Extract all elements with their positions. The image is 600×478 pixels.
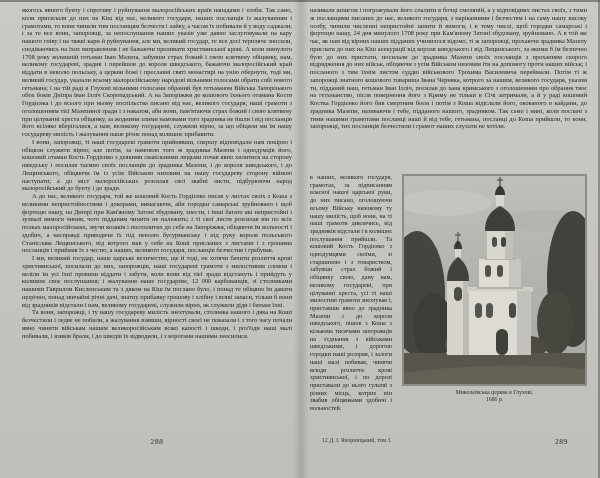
photo-caption-line2: 1686 р.	[485, 397, 504, 403]
body-text-paragraph: І ми, великий государ, наше царське величество, ще й тоді, не хотячи бачити розлиття крові християнської, посилали до них, запорожців, наші государеві грамоти з милостивим словом і веліли їм усі їхні провини віддати і забути, коли вони від тієї зради відстануть і прийдуть у колишнє своє послушання; і жалування наше государеве, 12 000 карбованців, зі столниками нашими Гаврилом Кисленським та з дяком на Кіш їм послано було, і понад те обіцяно їм давати щорічно, понад звичайні річні дачі, знатну прибавку грошову і хлібну і всякі запаси, тільки б вони від зрадників відстали і нам, великому государеві, служили вірно, як служили діди і батьки їхні.	[22, 255, 292, 309]
right-page-top-text-block	[310, 7, 587, 171]
right-page-lower-region	[310, 172, 587, 434]
church-photo-illustration	[402, 174, 587, 386]
body-text-paragraph: А до нас, великого государя, той же кошовий Кость Гордієнко писав у листах своїх з Коша з великими непристойностями і докорами, вимагаючи, аби городки самарські зруйновано і щоб фортецю нашу, на Дніпрі при Кам'яному Затоні збудовану, знести, і інші багато які непристойні і зухвалі вимоги чинив, чого підданим чинити не належить; і ті свої листи розсилав він по всіх полках малоросійських, звучи козаків і посполитих до себе на Запоріжжя, обіцяючи їм вольності і здобич, а насправді приводячи їх під неволю бусурманську і під руку короля польського Станіслава Лещинського, від котрого мав у себе на Коші присланих з листами і з грошима посланців і приймав їх з честю, а наших, великого государя, посланців безчестив і грабував.	[22, 193, 292, 255]
body-text-paragraph: якогось явного бунту і спротиву і руйнування малоросійських країв нападами і злоби. Так само, коли присилали до них на Кіш від нас, великого государя, наших посланців із жалуванням і грамотами, то вони чинили тим посланцям безчестя і лайку, а часом їх побивали й у воду саджали; і за те все вони, запорожці, за непослушання наших указів уже давно заслуговували на кару нашого гніву і на тяжкі кари й руйнування, але ми, великий государ, те все досі терпляче зносили, сподіваючись на їхнє виправлення і не бажаючи проливати християнської крові. А коли минулого 1708 року колишній гетьман Іван Мазепа, забувши страх божий і свою клятвену обіцянку, нам, великому государеві, зрадив і перейшов до короля шведського, бажаючи малоросійський край віддати в неволю польську, а церкви божі і преславні святі монастирі на унію обернути, тоді ми, великий государ, указали всьому малоросійському народові вільними голосами обрати собі нового гетьмана; і на тій раді в Глухові вільними голосами обраний був гетьманом Війська Запорізького обох боків Дніпра Іван Ілліч Скоропадський. А на Запоріжжя до кошового їхнього отамана Костя Гордієнка і до всього при ньому поспільства писано від нас, великого государя, наші грамоти з оголошенням тієї Мазепиної зради і з наказом, аби вони, пам'ятаючи страх божий і свою клятвену при цілуванні хреста обіцянку, за жодними злими намовами того зрадника не йшли і від посланців його всіляко вберігалися, а нам, великому государеві, служили вірно, за що обіцяли ми їм нашу государеву милість і жалування наше річне понад колишнє прибавити.	[22, 7, 292, 138]
gutter-shadow	[293, 0, 309, 478]
photo-caption-line1: Миколаївська церква в Глухові.	[455, 390, 534, 396]
left-page-text-block	[22, 7, 292, 431]
page-number-right: 289	[554, 437, 568, 446]
photo-ground	[403, 353, 586, 385]
body-text-paragraph: називали шпигом і погрожували його спалити в бочці смоляній, а у відповідних листах своїх, з тими ж посланцями писаних до нас, великого государя, з наріканнями і безчестям і на саму нашу високу особу, чинили численні непристойні запити й вимоги, і в тому числі, щоб городки самарські і фортецю нашу, 24 дня минулого 1708 року при Кам'яному Затоні збудовану, зруйновано. А в той же час, як нам від вірних наших підданих учинилося відомо, ті ж запорожці, прохаючи зрадника Мазепу прислати до них на Кіш асекурації від короля шведського і від Лещинського, за якими б їм безпечно було до них пристати, посилали до зрадника Мазепи своїх посланців з проханням скорого відрядження до них військ, обіцяючи з усім Військом низовим іти на допомогу проти наших військ; і посланого з тим їхнім листом суддю військового Трохима Василевича переймали. Потім ті ж запорожці знатного кошового товариша Івана Черняка, котрого за нашим, великого государя, указом ти, підданий наш, гетьман Іван Ілліч, посилав до хана кримського з оголошенням про обрання твоє на гетьманство, після повернення його з Криму не тільки в Січі затримали, а й у раді кошовий Костка Гордієнко його бив смертним боєм і потім з Коша відіслали його, окованого в кайдани, до зрадника Мазепи, називаючи і тебе, підданого нашого, зрадником. Так само і нині, коли послані з тими нашими грамотами посланці наші й від тебе, гетьмана, посланці до Коша прийшли, то вони, запорожці, тих посланців безчестили і грамот наших слухати не хотіли.	[310, 7, 587, 131]
photo-caption	[402, 390, 587, 404]
church-photo	[402, 174, 587, 404]
body-text-paragraph: Та вони, запорожці, і ту нашу государеву милість знехтували, столника нашого і дяка на Коші безчестили і ледве не побили, а жалування взявши, вірності своєї не показали і з того часу почали явно чинити військам нашим великоросійським всякі капості і шкоди, і роз'їзди наші малі побивали, і язиків брали, і до шведів їх відводили, і з ворогами нашими зносилися.	[22, 309, 292, 340]
signature-line: 12 Д. І. Яворницький, том 3	[322, 438, 391, 444]
right-page-text-column	[310, 174, 392, 426]
page-number-left: 288	[150, 437, 164, 446]
body-text-paragraph: в наших, великого государя, грамотах, за підписанням власної нашої царської руки, до них писано, оголошуючи всьому Війську низовому ту нашу милість, щоб вони, на ті наші грамоти дивлячись, від зрадників відстали і в колишнє послушання прийшли. Та кошовий Кость Гордієнко з однодумцями своїми, зі старшиною і з товариством, забувши страх божий і обіцянку свою, дану нам, великому государеві, при цілуванні хреста, усі ті наші милостиві грамоти знехтував і, приставши явно до зрадника Мазепи і до короля шведського, пішов з Коша з кількома тисячами запорожців на з'єднання з військами шведськими, і дорогою городки наші розоряв, і залоги наші малі побивав, чинячи всюди розлиття крові християнської, і по дорозі приставали до нього гультяї з різних місць, котрих він звабив обіцянками здобичі і вольностей.	[310, 174, 392, 413]
body-text-paragraph: І вони, запорожці, ті наші государеві грамоти прийнявши, спершу відповідали нам покірно і обіцяли служити вірно; але потім, за намовою того ж зрадника Мазепи і однодумців його, кошовий отаман Кость Гордієнко з деякими свавільними людьми почав явно хилитися на сторону шведську і посилав таємно своїх посланців до зрадника Мазепи, і до короля шведського, і до Лещинського, обіцяючи їм із усім Військом низовим на нашу государеву сторону війною наступати; а до міст малоросійських розсилав свої звабні листи, підбурюючи народ малоросійський до бунту і до зради.	[22, 138, 292, 193]
